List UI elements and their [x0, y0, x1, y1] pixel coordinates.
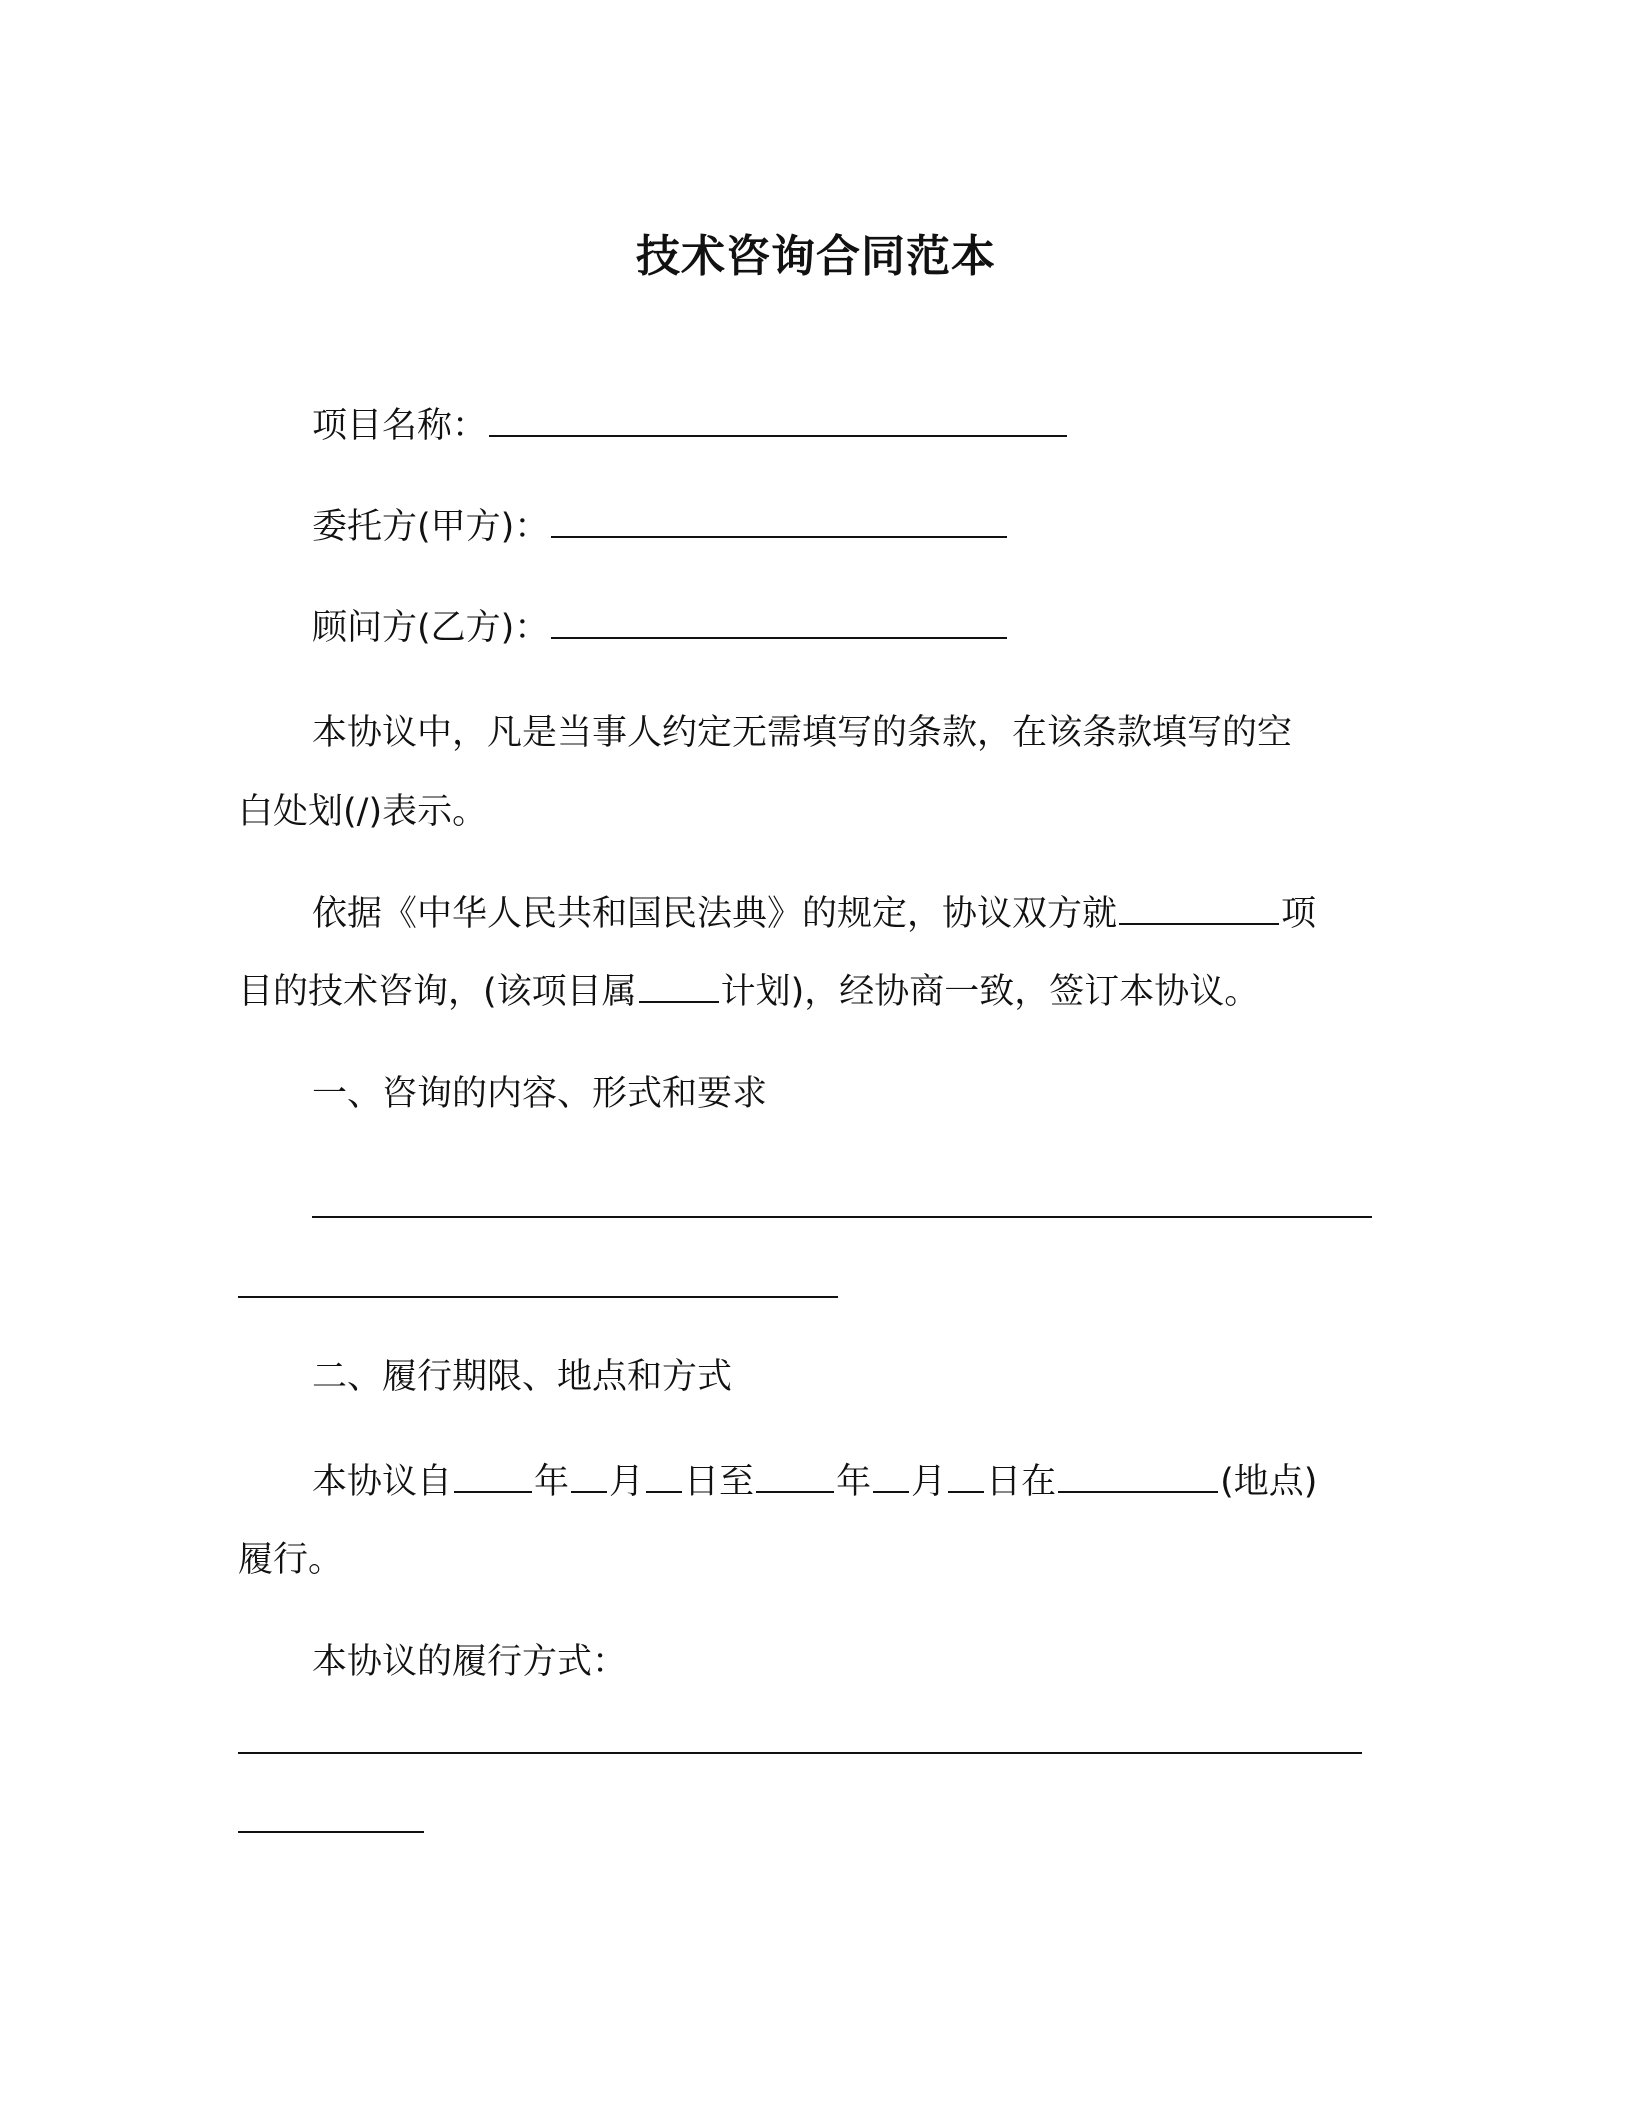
basis-line-2-text: 目的技术咨询，(该项目属	[238, 972, 637, 1012]
method-label: 本协议的履行方式：	[312, 1642, 628, 1682]
project-name-label: 项目名称：	[312, 406, 488, 446]
start-day-label: 日至	[684, 1462, 755, 1502]
start-month-blank[interactable]	[571, 1457, 607, 1493]
client-row	[312, 501, 1009, 553]
project-name-row	[312, 400, 1069, 452]
consultant-row	[312, 602, 1009, 654]
basis-project-blank[interactable]	[1119, 889, 1279, 925]
basis-line-2-end: 计划)，经协商一致，签订本协议。	[720, 972, 1260, 1012]
blank-note-line-2: 白处划(/)表示。	[238, 792, 488, 832]
client-blank[interactable]	[551, 502, 1007, 538]
section-1-heading: 一、咨询的内容、形式和要求	[312, 1074, 768, 1114]
basis-line-1	[312, 888, 1316, 940]
end-day-blank[interactable]	[948, 1457, 984, 1493]
basis-line-2	[238, 966, 1259, 1018]
basis-plan-blank[interactable]	[639, 967, 719, 1003]
blank-note-line-1: 本协议中，凡是当事人约定无需填写的条款，在该条款填写的空	[312, 713, 1293, 753]
client-label: 委托方(甲方)：	[312, 507, 550, 547]
section-1-blank-line-2[interactable]	[238, 1296, 838, 1298]
start-day-blank[interactable]	[646, 1457, 682, 1493]
method-blank-line-1[interactable]	[238, 1752, 1362, 1754]
basis-line-1-end: 项	[1281, 894, 1317, 934]
start-year-label: 年	[534, 1462, 570, 1502]
start-year-blank[interactable]	[454, 1457, 532, 1493]
period-line-2: 履行。	[238, 1540, 344, 1580]
end-year-label: 年	[836, 1462, 872, 1502]
start-month-label: 月	[609, 1462, 645, 1502]
section-2-heading: 二、履行期限、地点和方式	[312, 1357, 733, 1397]
consultant-label: 顾问方(乙方)：	[312, 608, 550, 648]
period-line-1	[312, 1456, 1317, 1508]
place-blank[interactable]	[1058, 1457, 1218, 1493]
end-day-label: 日在	[986, 1462, 1057, 1502]
project-name-blank[interactable]	[489, 401, 1067, 437]
end-month-blank[interactable]	[873, 1457, 909, 1493]
place-label: (地点)	[1220, 1462, 1318, 1502]
document-title: 技术咨询合同范本	[636, 231, 996, 282]
end-month-label: 月	[911, 1462, 947, 1502]
section-1-blank-line-1[interactable]	[312, 1216, 1372, 1218]
period-prefix: 本协议自	[312, 1462, 453, 1502]
method-blank-line-2[interactable]	[238, 1831, 424, 1833]
basis-line-1-text: 依据《中华人民共和国民法典》的规定，协议双方就	[312, 894, 1118, 934]
consultant-blank[interactable]	[551, 603, 1007, 639]
end-year-blank[interactable]	[756, 1457, 834, 1493]
